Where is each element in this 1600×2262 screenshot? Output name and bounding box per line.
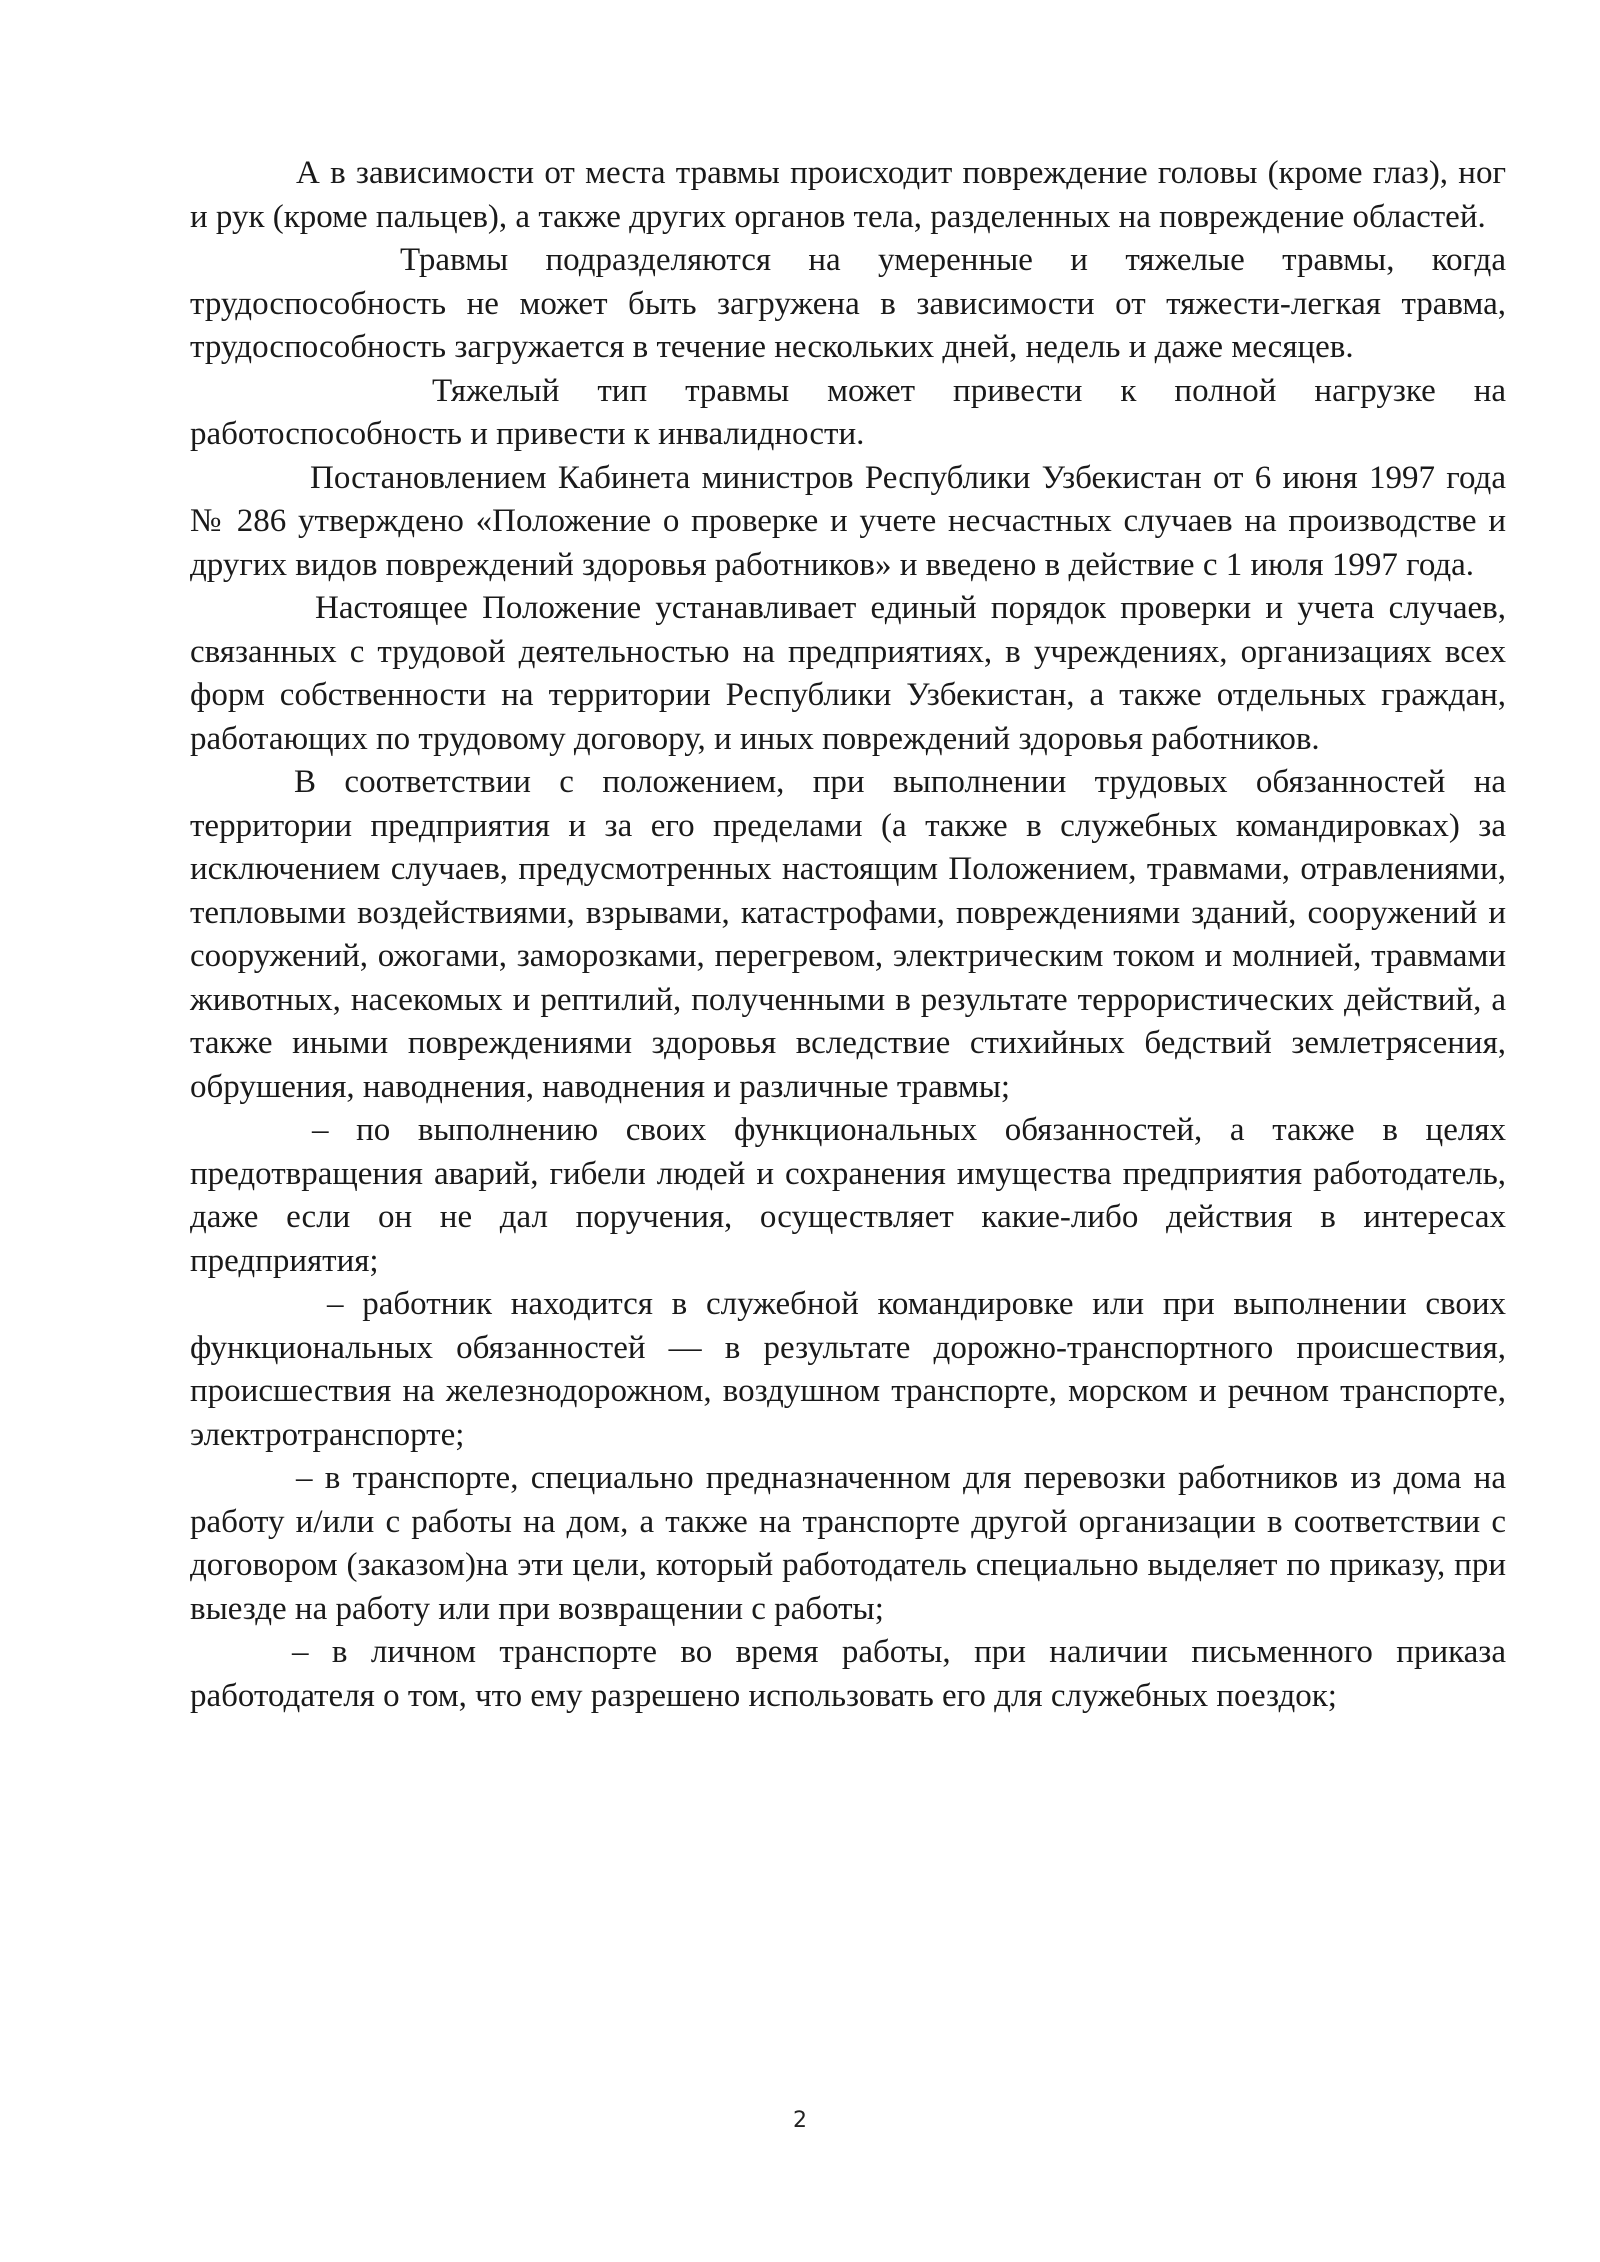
paragraph-cabinet-resolution: Постановлением Кабинета министров Республики Узбекистан от 6 июня 1997 года № 286 утверждено «Положение о проверке и учете несчастных случаев на производстве и других видов повреждений здоровья работников» и введено в действие с 1 июля 1997 года.	[190, 459, 1506, 583]
page-number: 2	[793, 2108, 807, 2133]
list-item-functional-duties: – по выполнению своих функциональных обязанностей, а также в целях предотвращения аварий, гибели людей и сохранения имущества предприятия работодатель, даже если он не дал поручения, осуществляет какие-либо действия в интересах предприятия;	[190, 1112, 1506, 1279]
paragraph-injury-severity: Травмы подразделяются на умеренные и тяжелые травмы, когда трудоспособность не может быть загружена в зависимости от тяжести-легкая травма, трудоспособность загружается в течение нескольких дней, недель и даже месяцев.	[190, 242, 1506, 365]
paragraph-injury-location: А в зависимости от места травмы происходит повреждение головы (кроме глаз), ног и рук (кроме пальцев), а также других органов тела, разделенных на повреждение областей.	[190, 155, 1506, 235]
paragraph-work-duties: В соответствии с положением, при выполнении трудовых обязанностей на территории предприятия и за его пределами (а также в служебных командировках) за исключением случаев, предусмотренных настоящим Положением, травмами, отравлениями, тепловыми воздействиями, взрывами, катастрофами, повреждениями зданий, сооружений и сооружений, ожогами, заморозками, перегревом, электрическим током и молнией, травмами животных, насекомых и рептилий, полученными в результате террористических действий, а также иными повреждениями здоровья вследствие стихийных бедствий землетрясения, обрушения, наводнения, наводнения и различные травмы;	[190, 764, 1506, 1105]
paragraph-heavy-injury: Тяжелый тип травмы может привести к полной нагрузке на работоспособность и привести к инвалидности.	[190, 372, 1506, 452]
list-item-employee-transport: – в транспорте, специально предназначенном для перевозки работников из дома на работу и/или с работы на дом, а также на транспорте другой организации в соответствии с договором (заказом)на эти цели, который работодатель специально выделяет по приказу, при выезде на работу или при возвращении с работы;	[190, 1460, 1506, 1627]
paragraph-regulation-scope: Настоящее Положение устанавливает единый порядок проверки и учета случаев, связанных с трудовой деятельностью на предприятиях, в учреждениях, организациях всех форм собственности на территории Республики Узбекистан, а также отдельных граждан, работающих по трудовому договору, и иных повреждений здоровья работников.	[190, 590, 1506, 757]
list-item-business-trip: – работник находится в служебной командировке или при выполнении своих функциональных обязанностей — в результате дорожно-транспортного происшествия, происшествия на железнодорожном, воздушном транспорте, морском и речном транспорте, электротранспорте;	[190, 1286, 1506, 1453]
list-item-personal-transport: – в личном транспорте во время работы, при наличии письменного приказа работодателя о том, что ему разрешено использовать его для служебных поездок;	[190, 1634, 1506, 1714]
body-text	[190, 152, 1506, 1718]
